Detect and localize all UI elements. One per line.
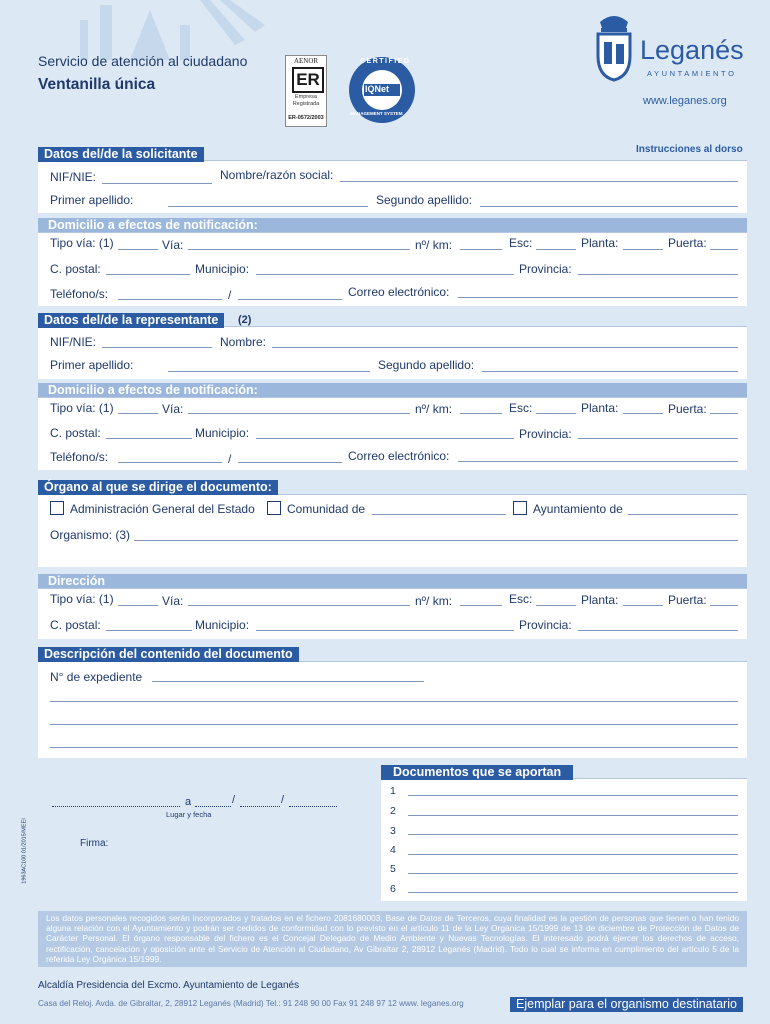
provincia-label: Provincia: xyxy=(519,262,572,276)
expediente-label: N° de expediente xyxy=(50,670,143,684)
age-label: Administración General del Estado xyxy=(70,502,255,516)
rep-planta-input[interactable] xyxy=(623,413,663,414)
fecha-slash: / xyxy=(281,794,285,806)
dir-num-km-input[interactable] xyxy=(460,605,502,606)
rep-nif-input[interactable] xyxy=(102,347,212,348)
doc-line[interactable] xyxy=(408,873,738,874)
dir-provincia-input[interactable] xyxy=(578,630,738,631)
telefono-slash: / xyxy=(228,288,232,302)
doc-line[interactable] xyxy=(408,892,738,893)
alcaldia-text: Alcaldía Presidencia del Excmo. Ayuntamiento de Leganés xyxy=(38,980,300,991)
doc-number: 5 xyxy=(390,863,396,875)
documentos-section xyxy=(381,778,747,901)
rep-telefono-label: Teléfono/s: xyxy=(50,450,109,464)
dir-municipio-label: Municipio: xyxy=(195,618,250,632)
doc-line[interactable] xyxy=(408,815,738,816)
organismo-input[interactable] xyxy=(134,540,738,541)
dir-planta-label: Planta: xyxy=(581,593,619,607)
municipio-input[interactable] xyxy=(256,274,514,275)
rep-telefono1-input[interactable] xyxy=(118,462,222,463)
dir-puerta-input[interactable] xyxy=(710,605,738,606)
representante-header: Datos del/de la representante xyxy=(38,313,224,328)
er-certification-logo: AENOR ER Empresa Registrada ER-0572/2003 xyxy=(285,55,327,127)
doc-line[interactable] xyxy=(408,854,738,855)
rep-correo-input[interactable] xyxy=(458,461,738,462)
organismo-label: Organismo: (3) xyxy=(50,528,131,542)
rep-provincia-input[interactable] xyxy=(578,438,738,439)
dir-tipo-via-input[interactable] xyxy=(118,605,158,606)
segundo-apellido-label: Segundo apellido: xyxy=(376,193,473,207)
certified-label: CERTIFIED xyxy=(360,58,411,65)
rep-primer-apellido-input[interactable] xyxy=(168,371,370,372)
puerta-label: Puerta: xyxy=(668,236,707,250)
rep-nombre-input[interactable] xyxy=(272,347,738,348)
rep-segundo-apellido-label: Segundo apellido: xyxy=(378,358,475,372)
nombre-label: Nombre/razón social: xyxy=(220,168,334,182)
ejemplar-label: Ejemplar para el organismo destinatario xyxy=(510,997,743,1012)
lugar-input[interactable] xyxy=(52,806,180,807)
descripcion-line-1[interactable] xyxy=(50,701,738,702)
primer-apellido-input[interactable] xyxy=(168,206,368,207)
privacy-box xyxy=(38,911,747,967)
expediente-input[interactable] xyxy=(152,681,424,682)
nif-label: NIF/NIE: xyxy=(50,170,97,184)
num-km-input[interactable] xyxy=(460,249,502,250)
doc-line[interactable] xyxy=(408,834,738,835)
anio-input[interactable] xyxy=(289,806,337,807)
dir-via-label: Vía: xyxy=(162,594,184,608)
correo-input[interactable] xyxy=(458,297,738,298)
fecha-slash: / xyxy=(232,794,236,806)
descripcion-line-3[interactable] xyxy=(50,747,738,748)
representante-note: (2) xyxy=(238,314,252,326)
iqnet-label: IQNet xyxy=(365,84,390,94)
rep-esc-label: Esc: xyxy=(509,401,533,415)
rep-nombre-label: Nombre: xyxy=(220,335,267,349)
solicitante-header: Datos del/de la solicitante xyxy=(38,147,204,162)
dir-cpostal-label: C. postal: xyxy=(50,618,101,632)
dir-esc-label: Esc: xyxy=(509,592,533,606)
descripcion-line-2[interactable] xyxy=(50,724,738,725)
tipo-via-label: Tipo vía: (1) xyxy=(50,236,114,250)
direccion-band: Dirección xyxy=(38,574,747,588)
nif-input[interactable] xyxy=(102,183,212,184)
comunidad-input[interactable] xyxy=(372,514,506,515)
planta-input[interactable] xyxy=(623,249,663,250)
rep-telefono2-input[interactable] xyxy=(238,462,342,463)
firma-label: Firma: xyxy=(80,838,109,849)
instructions-note: Instrucciones al dorso xyxy=(636,144,743,155)
planta-label: Planta: xyxy=(581,236,619,250)
rep-tipo-via-input[interactable] xyxy=(118,413,158,414)
tipo-via-input[interactable] xyxy=(118,249,158,250)
rep-segundo-apellido-input[interactable] xyxy=(482,371,738,372)
dir-municipio-input[interactable] xyxy=(256,630,514,631)
comunidad-checkbox[interactable] xyxy=(267,501,281,515)
comunidad-label: Comunidad de xyxy=(287,502,366,516)
rep-municipio-input[interactable] xyxy=(256,438,514,439)
ayuntamiento-label: AYUNTAMIENTO xyxy=(647,69,737,78)
doc-number: 1 xyxy=(390,785,396,797)
doc-number: 6 xyxy=(390,883,396,895)
num-km-label: nº/ km: xyxy=(415,238,453,252)
lugar-fecha-caption: Lugar y fecha xyxy=(166,810,212,819)
organo-header: Órgano al que se dirige el documento: xyxy=(38,480,278,495)
puerta-input[interactable] xyxy=(710,249,738,250)
dir-provincia-label: Provincia: xyxy=(519,618,572,632)
dir-tipo-via-label: Tipo vía: (1) xyxy=(50,592,114,606)
descripcion-section xyxy=(38,661,747,758)
dia-input[interactable] xyxy=(195,806,231,807)
rep-cpostal-label: C. postal: xyxy=(50,426,101,440)
cpostal-input[interactable] xyxy=(106,274,190,275)
rep-num-km-label: nº/ km: xyxy=(415,402,453,416)
cpostal-label: C. postal: xyxy=(50,262,101,276)
rep-tipo-via-label: Tipo vía: (1) xyxy=(50,401,114,415)
via-label: Vía: xyxy=(162,238,184,252)
dir-esc-input[interactable] xyxy=(536,605,576,606)
segundo-apellido-input[interactable] xyxy=(480,206,738,207)
rep-telefono-slash: / xyxy=(228,452,232,466)
domicilio-band: Domicilio a efectos de notificación: xyxy=(38,218,747,232)
doc-number: 2 xyxy=(390,805,396,817)
city-silhouette-graphic xyxy=(70,0,270,60)
ayuntamiento-label: Ayuntamiento de xyxy=(533,502,623,516)
management-system-label: MANAGEMENT SYSTEM xyxy=(350,111,403,116)
municipio-label: Municipio: xyxy=(195,262,250,276)
rep-provincia-label: Provincia: xyxy=(519,427,572,441)
age-checkbox[interactable] xyxy=(50,501,64,515)
dir-puerta-label: Puerta: xyxy=(668,593,707,607)
esc-label: Esc: xyxy=(509,236,533,250)
ayuntamiento-checkbox[interactable] xyxy=(513,501,527,515)
mes-input[interactable] xyxy=(240,806,280,807)
rep-primer-apellido-label: Primer apellido: xyxy=(50,358,134,372)
doc-line[interactable] xyxy=(408,795,738,796)
telefono-label: Teléfono/s: xyxy=(50,287,109,301)
leganes-crest-icon xyxy=(592,14,636,82)
telefono2-input[interactable] xyxy=(238,299,342,300)
rep-planta-label: Planta: xyxy=(581,401,619,415)
provincia-input[interactable] xyxy=(578,274,738,275)
side-code: 1963AC100 01/2015/MEEI xyxy=(21,818,28,884)
esc-input[interactable] xyxy=(536,249,576,250)
privacy-text: Los datos personales recogidos serán incorporados y tratados en el fichero 2081680003, Base de Datos de Terceros, cuya finalidad es la gestión de personas que tienen o han tenido alguna relación con el Ayuntamiento y podrán ser cedidos de conformidad con lo previsto en el artículo 11 de la Ley Orgánica 15/1999 de 13 de diciembre de Protección de Datos de Carácter Personal. El órgano responsable del fichero es el Concejal Delegado de Medio Ambiente y Nuevas Tecnologías. El interesado podrá ejercer los derechos de acceso, rectificación, cancelación y oposición ante el Servicio de Atención al Ciudadano, Av Gibraltar 2, 28912 Leganés (Madrid). Todo lo cual se informa en cumplimiento del artículo 5 de la referida Ley Orgánica 15/1999. xyxy=(46,913,739,964)
rep-via-input[interactable] xyxy=(188,413,410,414)
rep-cpostal-input[interactable] xyxy=(106,438,192,439)
rep-domicilio-band: Domicilio a efectos de notificación: xyxy=(38,383,747,397)
website-link[interactable]: www.leganes.org xyxy=(643,95,727,107)
rep-puerta-input[interactable] xyxy=(710,413,738,414)
ayuntamiento-input[interactable] xyxy=(628,514,738,515)
city-name: Leganés xyxy=(640,35,744,65)
address-text: Casa del Reloj. Avda. de Gibraltar, 2, 28912 Leganés (Madrid) Tel.: 91 248 90 00 Fax 91 248 97 12 www. leganes.org xyxy=(38,999,464,1008)
via-input[interactable] xyxy=(188,249,410,250)
correo-label: Correo electrónico: xyxy=(348,285,450,299)
doc-number: 3 xyxy=(390,825,396,837)
dir-via-input[interactable] xyxy=(188,605,410,606)
doc-number: 4 xyxy=(390,844,396,856)
documentos-header: Documentos que se aportan xyxy=(381,765,573,780)
firma-a: a xyxy=(185,796,192,808)
dir-cpostal-input[interactable] xyxy=(106,630,192,631)
nombre-input[interactable] xyxy=(340,181,738,182)
descripcion-header: Descripción del contenido del documento xyxy=(38,647,299,662)
service-title: Servicio de atención al ciudadano xyxy=(38,53,248,69)
rep-nif-label: NIF/NIE: xyxy=(50,335,97,349)
direccion-section xyxy=(38,588,747,639)
primer-apellido-label: Primer apellido: xyxy=(50,193,134,207)
rep-municipio-label: Municipio: xyxy=(195,426,250,440)
dir-num-km-label: nº/ km: xyxy=(415,594,453,608)
rep-via-label: Vía: xyxy=(162,402,184,416)
rep-correo-label: Correo electrónico: xyxy=(348,449,450,463)
dir-planta-input[interactable] xyxy=(623,605,663,606)
rep-num-km-input[interactable] xyxy=(460,413,502,414)
telefono1-input[interactable] xyxy=(118,299,222,300)
rep-puerta-label: Puerta: xyxy=(668,402,707,416)
rep-esc-input[interactable] xyxy=(536,413,576,414)
ventanilla-title: Ventanilla única xyxy=(38,76,156,93)
